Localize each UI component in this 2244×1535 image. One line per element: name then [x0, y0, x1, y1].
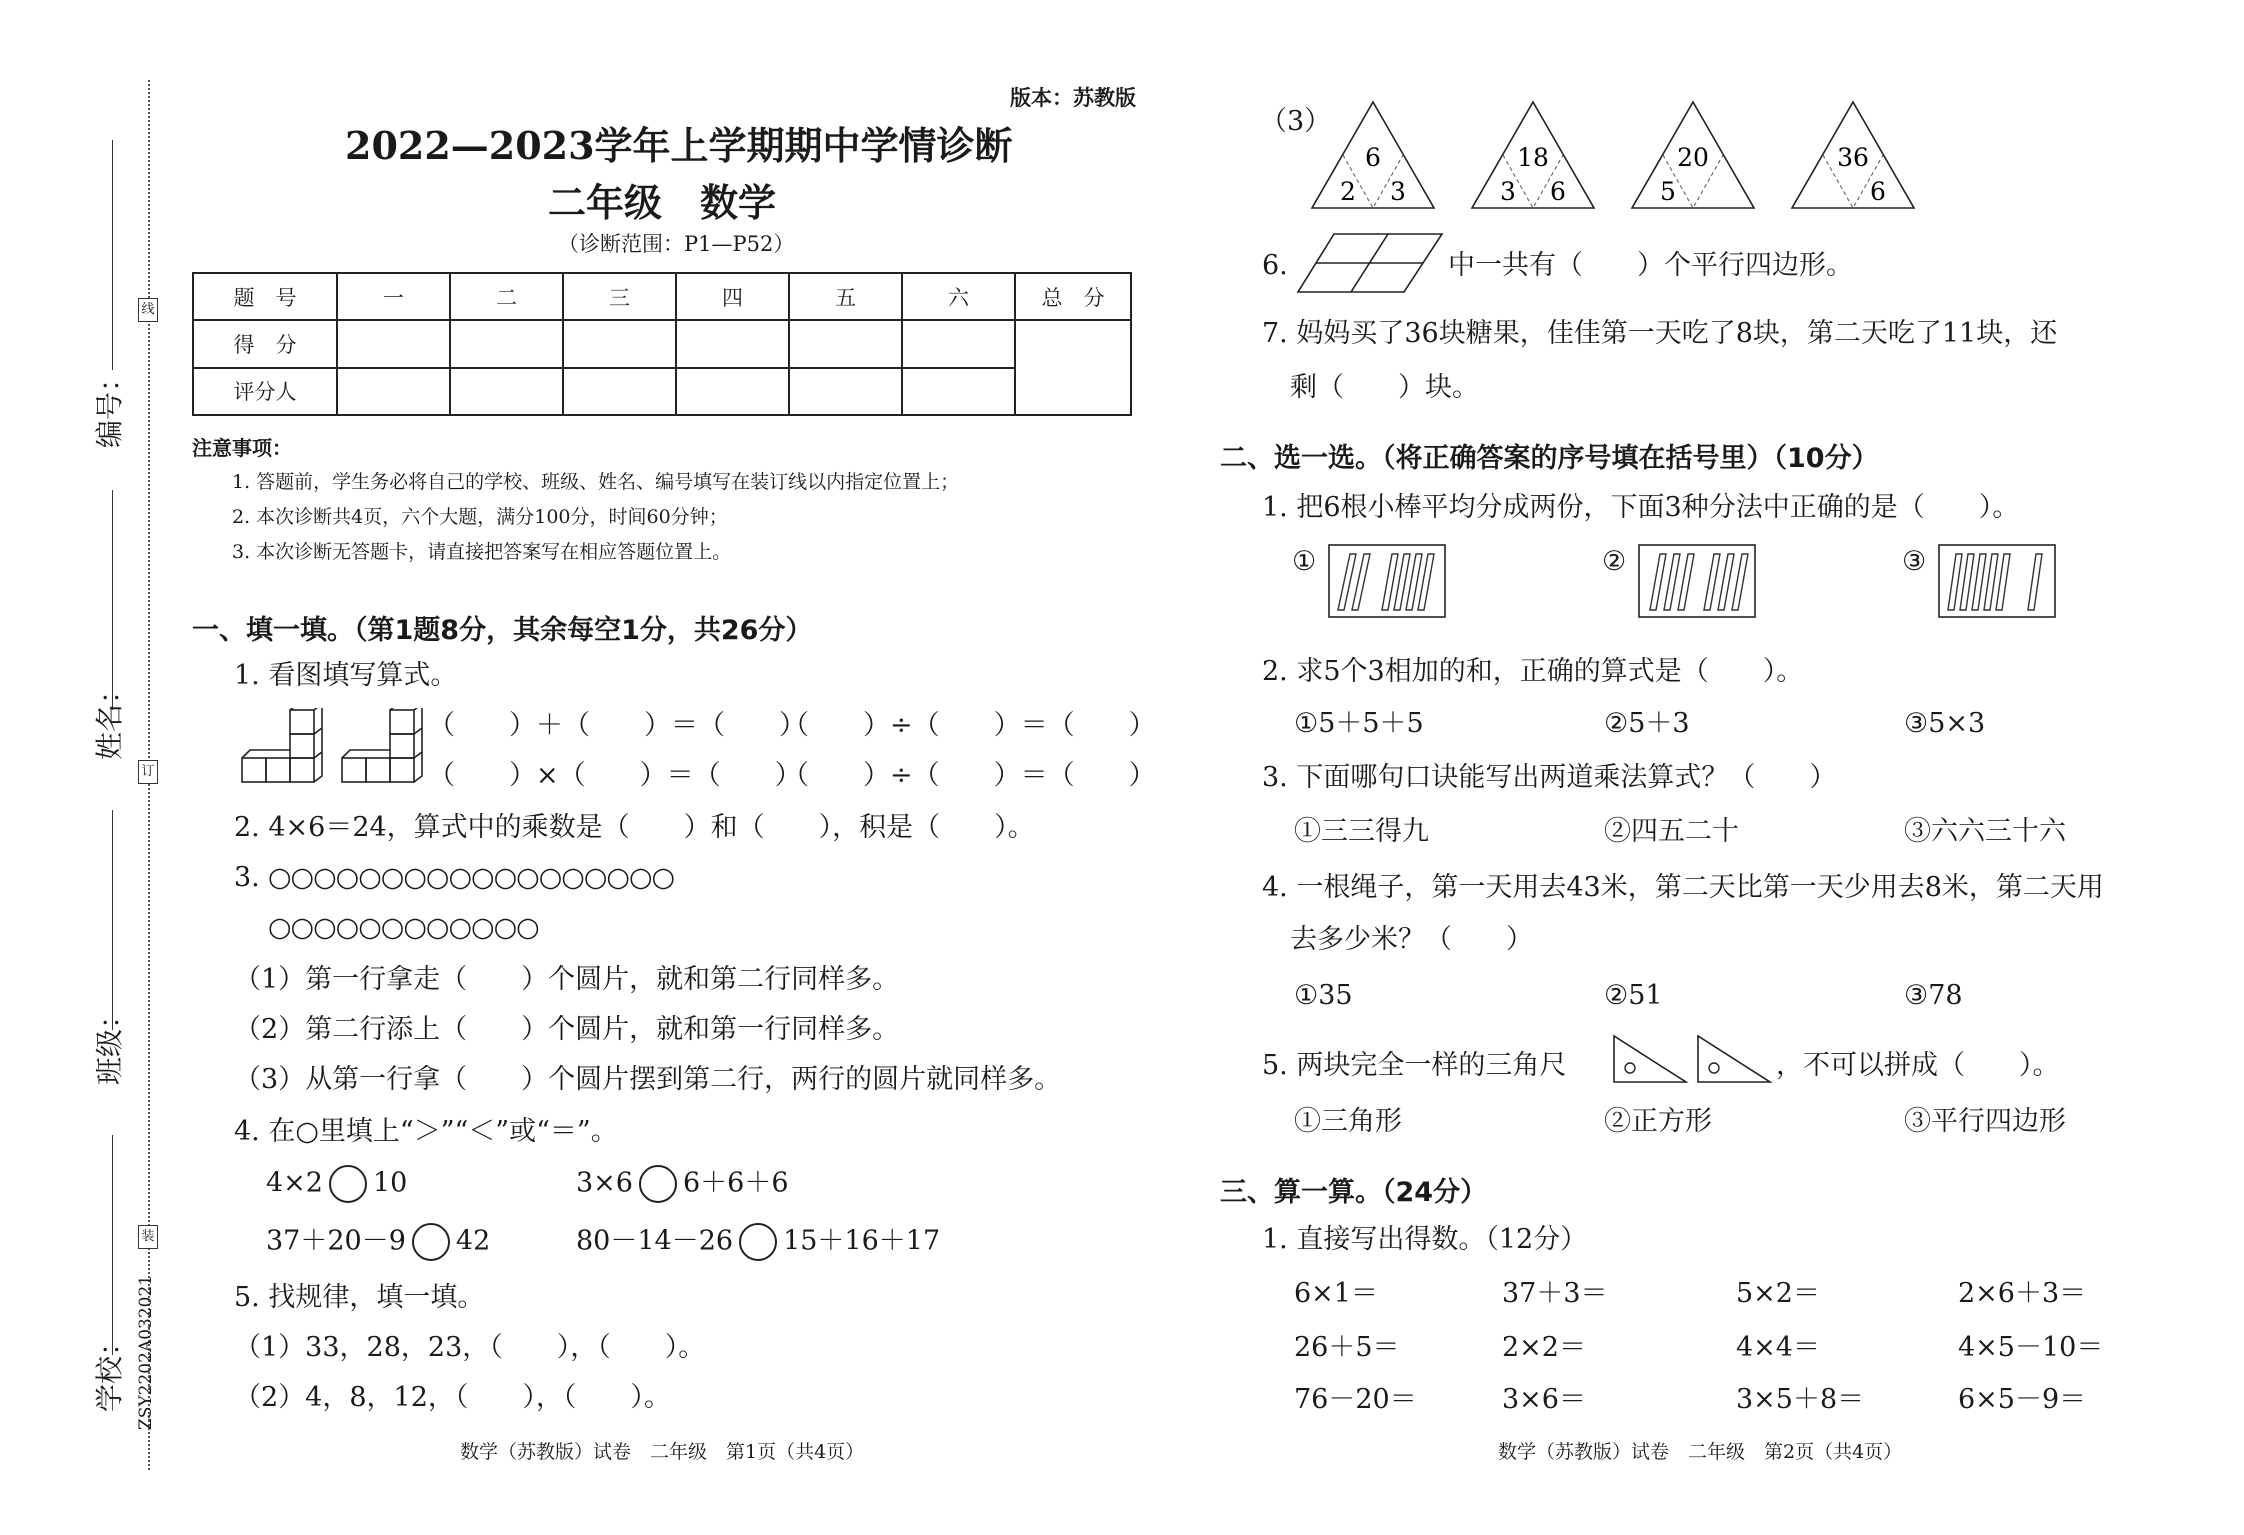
notice-title: 注意事项： [192, 436, 292, 460]
section-2-heading: 二、选一选。（将正确答案的序号填在括号里）（10分） [1220, 443, 1879, 474]
triangle-1-left: 2 [1340, 177, 1356, 206]
table-header-cell: 六 [902, 273, 1015, 320]
q4-c-left: 37＋20－9 [266, 1225, 406, 1257]
calc-item[interactable]: 26＋5＝ [1294, 1332, 1400, 1363]
q4-a-right: 10 [372, 1167, 408, 1199]
q1-add-equation[interactable]: （ ）＋（ ）＝（ ） [428, 710, 806, 741]
exam-scope: （诊断范围：P1—P52） [558, 232, 795, 256]
serial-number: ZSY2202A032021 [136, 1274, 156, 1430]
q4-a-left: 4×2 [266, 1167, 323, 1199]
s2-q1-opt2-label[interactable]: ② [1602, 546, 1627, 577]
binding-mark-ding: 订 [138, 760, 158, 784]
number-triangle-1 [1308, 98, 1438, 212]
s2-q2-opt2[interactable]: ②5＋3 [1604, 708, 1690, 739]
name-label: 姓名： [93, 675, 126, 760]
q5-sub2[interactable]: （2）4，8，12，（ ），（ ）。 [234, 1382, 671, 1413]
s2-q4-opt1[interactable]: ①35 [1294, 980, 1353, 1011]
set-square-2 [1696, 1034, 1774, 1086]
class-label: 班级： [93, 1000, 126, 1085]
grader-cell[interactable] [676, 368, 789, 415]
s2-q2-opt1[interactable]: ①5＋5＋5 [1294, 708, 1424, 739]
score-table [192, 272, 1132, 416]
s2-q4-line2[interactable]: 去多少米？（ ） [1290, 924, 1533, 955]
s2-q5-text-b[interactable]: ，不可以拼成（ ）。 [1776, 1050, 2060, 1081]
number-triangle-4[interactable] [1788, 98, 1918, 212]
s2-q2-opt3[interactable]: ③5×3 [1904, 708, 1986, 739]
number-triangle-2 [1468, 98, 1598, 212]
sticks-option-1[interactable] [1328, 544, 1446, 618]
table-header-cell: 总 分 [1015, 273, 1131, 320]
q5-sub1[interactable]: （1）33，28，23，（ ），（ ）。 [234, 1332, 706, 1363]
calc-item[interactable]: 76－20＝ [1294, 1384, 1417, 1415]
grader-cell[interactable] [563, 368, 676, 415]
s2-q3-opt1[interactable]: ①三三得九 [1294, 816, 1429, 847]
p2-q7-line1: 7. 妈妈买了36块糖果，佳佳第一天吃了8块，第二天吃了11块，还 [1262, 318, 2058, 349]
cube-figure-right [340, 708, 424, 784]
total-score-cell[interactable] [1015, 320, 1131, 415]
s2-q3-opt3[interactable]: ③六六三十六 [1904, 816, 2066, 847]
calc-item[interactable]: 6×1＝ [1294, 1278, 1378, 1309]
q3-sub1[interactable]: （1）第一行拿走（ ）个圆片，就和第二行同样多。 [234, 964, 900, 995]
q1-div-equation-2[interactable]: （ ）÷（ ）＝（ ） [782, 760, 1156, 791]
parallelogram-figure [1296, 232, 1444, 294]
page2-footer: 数学（苏教版）试卷 二年级 第2页（共4页） [1498, 1441, 1903, 1463]
score-cell[interactable] [563, 320, 676, 367]
table-header-cell: 四 [676, 273, 789, 320]
triangle-3-left: 5 [1660, 177, 1676, 206]
calc-item[interactable]: 5×2＝ [1736, 1278, 1820, 1309]
page1-footer: 数学（苏教版）试卷 二年级 第1页（共4页） [460, 1441, 865, 1463]
school-label: 学校： [93, 1327, 126, 1412]
edition-label: 版本：苏教版 [1010, 86, 1136, 110]
table-header-cell: 题 号 [193, 273, 337, 320]
table-header-cell: 二 [450, 273, 563, 320]
table-header-cell: 三 [563, 273, 676, 320]
q3-sub2[interactable]: （2）第二行添上（ ）个圆片，就和第一行同样多。 [234, 1014, 900, 1045]
calc-item[interactable]: 3×5＋8＝ [1736, 1384, 1865, 1415]
number-label: 编号： [93, 363, 126, 448]
grader-cell[interactable] [337, 368, 450, 415]
s2-q3-text[interactable]: 3. 下面哪句口诀能写出两道乘法算式？（ ） [1262, 762, 1837, 793]
binding-mark-line: 线 [138, 298, 158, 322]
grader-cell[interactable] [450, 368, 563, 415]
p1-q2-text[interactable]: 2. 4×6＝24，算式中的乘数是（ ）和（ ），积是（ ）。 [234, 812, 1035, 843]
compare-circle[interactable] [739, 1223, 777, 1261]
score-table-grader-row [193, 368, 1131, 415]
notice-3: 3. 本次诊断无答题卡，请直接把答案写在相应答题位置上。 [232, 541, 732, 563]
number-triangle-3[interactable] [1628, 98, 1758, 212]
calc-item[interactable]: 2×2＝ [1502, 1332, 1586, 1363]
p1-q5-text: 5. 找规律，填一填。 [234, 1282, 485, 1313]
score-cell[interactable] [450, 320, 563, 367]
calc-item[interactable]: 4×5－10＝ [1958, 1332, 2104, 1363]
calc-item[interactable]: 3×6＝ [1502, 1384, 1586, 1415]
triangle-1-top: 6 [1365, 143, 1381, 172]
score-row-label: 得 分 [193, 320, 337, 367]
grader-cell[interactable] [902, 368, 1015, 415]
q4-b-left: 3×6 [576, 1167, 633, 1199]
q3-circles-row1: ○○○○○○○○○○○○○○○○○○ [268, 862, 675, 893]
triangle-1-right: 3 [1390, 177, 1406, 206]
score-cell[interactable] [676, 320, 789, 367]
q4-d-left: 80－14－26 [576, 1225, 734, 1257]
score-cell[interactable] [902, 320, 1015, 367]
triangle-4-right: 6 [1870, 177, 1886, 206]
s2-q1-opt1-label[interactable]: ① [1292, 546, 1317, 577]
s2-q5-opt2[interactable]: ②正方形 [1604, 1106, 1712, 1137]
p2-q6-number: 6. [1262, 250, 1288, 281]
s3-q1-text: 1. 直接写出得数。（12分） [1262, 1224, 1588, 1255]
cube-figure-left [240, 708, 324, 784]
s2-q5-text-a: 5. 两块完全一样的三角尺 [1262, 1050, 1567, 1081]
s2-q4-opt2[interactable]: ②51 [1604, 980, 1663, 1011]
s2-q1-opt3-label[interactable]: ③ [1902, 546, 1927, 577]
s2-q4-opt3[interactable]: ③78 [1904, 980, 1963, 1011]
calc-item[interactable]: 2×6＋3＝ [1958, 1278, 2087, 1309]
notice-2: 2. 本次诊断共4页，六个大题，满分100分，时间60分钟； [232, 506, 728, 528]
q4-compare-a [266, 1165, 407, 1203]
notice-1: 1. 答题前，学生务必将自己的学校、班级、姓名、编号填写在装订线以内指定位置上； [232, 471, 960, 493]
calc-item[interactable]: 37＋3＝ [1502, 1278, 1608, 1309]
score-cell[interactable] [337, 320, 450, 367]
q4-compare-c [266, 1223, 490, 1261]
set-square-1 [1612, 1034, 1690, 1086]
q4-c-right: 42 [455, 1225, 491, 1257]
triangle-2-left: 3 [1500, 177, 1516, 206]
q3-circles-row2: ○○○○○○○○○○○○ [268, 912, 539, 943]
q1-mul-equation[interactable]: （ ）×（ ）＝（ ） [428, 760, 802, 791]
q4-b-right: 6＋6＋6 [682, 1167, 789, 1199]
s2-q5-opt1[interactable]: ①三角形 [1294, 1106, 1402, 1137]
class-fill-line[interactable] [112, 810, 113, 1030]
calc-item[interactable]: 6×5－9＝ [1958, 1384, 2087, 1415]
s2-q5-opt3[interactable]: ③平行四边形 [1904, 1106, 2066, 1137]
triangle-2-right: 6 [1550, 177, 1566, 206]
sticks-option-3[interactable] [1938, 544, 2056, 618]
table-header-cell: 一 [337, 273, 450, 320]
compare-circle[interactable] [639, 1165, 677, 1203]
score-cell[interactable] [789, 320, 902, 367]
grader-row-label: 评分人 [193, 368, 337, 415]
score-table-header-row [193, 273, 1131, 320]
q3-sub3[interactable]: （3）从第一行拿（ ）个圆片摆到第二行，两行的圆片就同样多。 [234, 1064, 1062, 1095]
p2-q7-line2[interactable]: 剩（ ）块。 [1290, 372, 1479, 403]
triangle-3-top: 20 [1677, 143, 1709, 172]
s2-q3-opt2[interactable]: ②四五二十 [1604, 816, 1739, 847]
q4-compare-d [576, 1223, 940, 1261]
sticks-option-2[interactable] [1638, 544, 1756, 618]
binding-mark-zhuang: 装 [138, 1225, 158, 1249]
compare-circle[interactable] [412, 1223, 450, 1261]
p2-q3-label: （3） [1260, 106, 1332, 137]
table-header-cell: 五 [789, 273, 902, 320]
p1-q3-label: 3. [234, 862, 260, 893]
triangle-4-top: 36 [1837, 143, 1869, 172]
score-table-score-row [193, 320, 1131, 367]
q1-div-equation-1[interactable]: （ ）÷（ ）＝（ ） [782, 710, 1156, 741]
p2-q6-text[interactable]: 中一共有（ ）个平行四边形。 [1448, 250, 1853, 281]
q4-d-right: 15＋16＋17 [783, 1225, 941, 1257]
s2-q4-line1: 4. 一根绳子，第一天用去43米，第二天比第一天少用去8米，第二天用 [1262, 872, 2104, 903]
s2-q2-text[interactable]: 2. 求5个3相加的和，正确的算式是（ ）。 [1262, 656, 1804, 687]
school-fill-line[interactable] [112, 1135, 113, 1355]
q4-compare-b [576, 1165, 789, 1203]
calc-item[interactable]: 4×4＝ [1736, 1332, 1820, 1363]
exam-subtitle: 二年级 数学 [548, 180, 777, 225]
compare-circle[interactable] [329, 1165, 367, 1203]
p1-q4-text: 4. 在○里填上“＞”“＜”或“＝”。 [234, 1116, 618, 1147]
section-1-heading: 一、填一填。（第1题8分，其余每空1分，共26分） [192, 615, 813, 646]
triangle-2-top: 18 [1517, 143, 1549, 172]
section-3-heading: 三、算一算。（24分） [1220, 1177, 1488, 1208]
number-fill-line[interactable] [112, 140, 113, 370]
s2-q1-text[interactable]: 1. 把6根小棒平均分成两份，下面3种分法中正确的是（ ）。 [1262, 492, 2020, 523]
p1-q1-text: 1. 看图填写算式。 [234, 660, 458, 691]
exam-title: 2022—2023学年上学期期中学情诊断 [345, 123, 1013, 168]
grader-cell[interactable] [789, 368, 902, 415]
